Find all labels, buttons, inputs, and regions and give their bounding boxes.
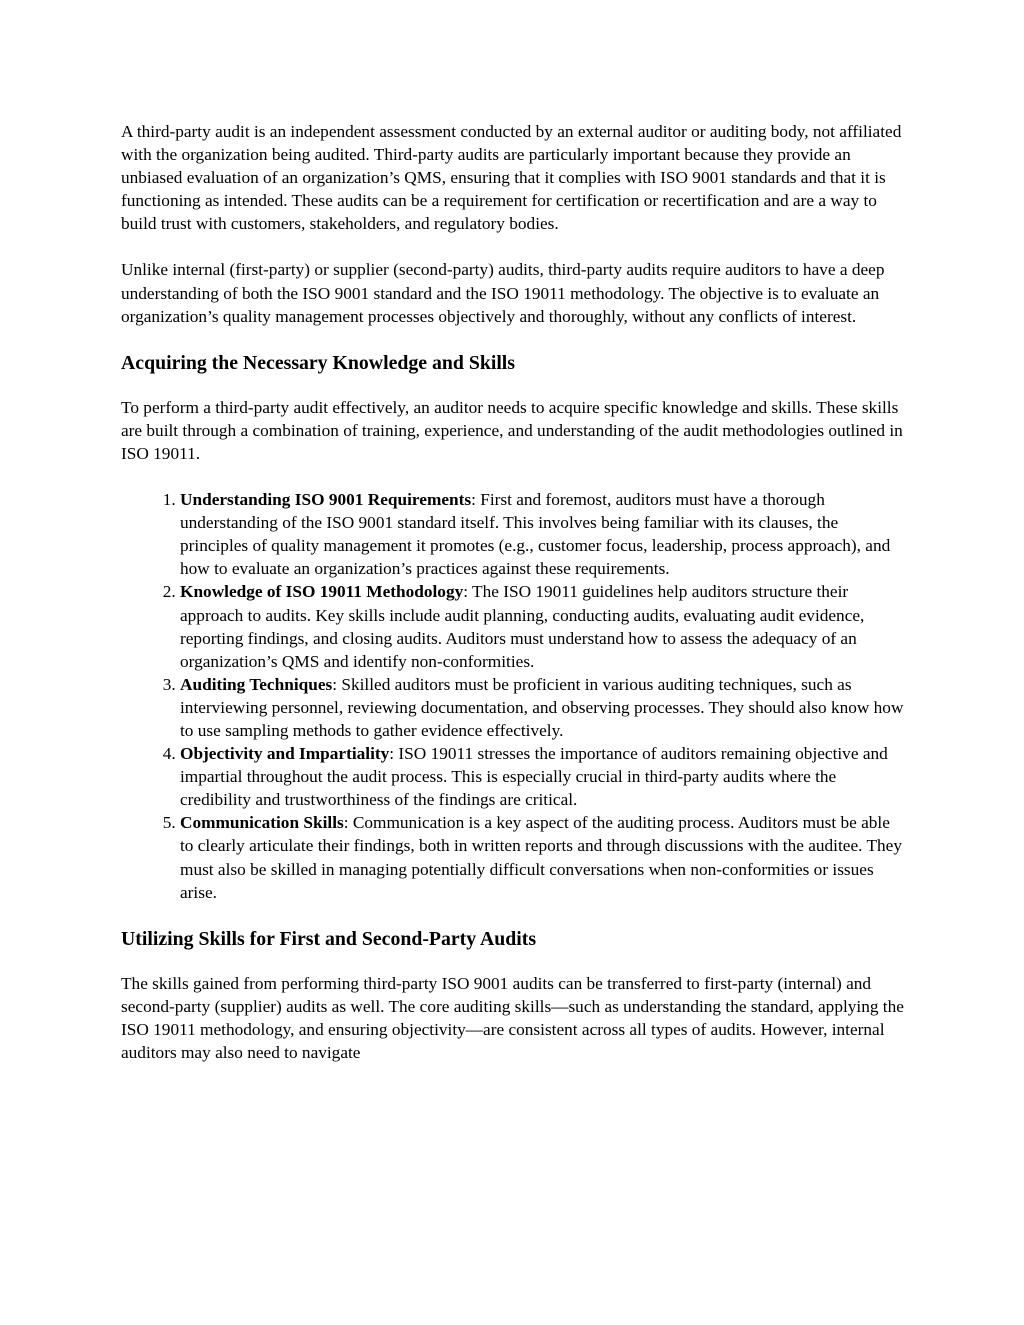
document-body [121,120,906,1087]
list-item [180,673,906,742]
list-item [180,811,906,903]
list-item-term: Auditing Techniques [180,674,333,694]
skills-list [121,488,906,904]
list-item-text: : The ISO 19011 guidelines help auditors structure their approach to audits. Key skills include audit planning, conducting audits, evaluating audit evidence, reporting findings, and closing audits. Auditors must understand how to assess the adequacy of an organization’s QMS and identify non-conformities. [180,582,865,671]
list-item [180,742,906,811]
list-item-term: Communication Skills [180,813,344,833]
list-item [180,488,906,580]
list-item-term: Objectivity and Impartiality [180,744,390,764]
section-heading-knowledge: Acquiring the Necessary Knowledge and Skills [121,351,516,374]
intro-paragraph: A third-party audit is an independent assessment conducted by an external auditor or auditing body, not affiliated with the organization being audited. Third-party audits are particularly important because they provide an unbiased evaluation of an organization’s QMS, ensuring that it complies with ISO 9001 standards and that it is functioning as intended. These audits can be a requirement for certification or recertification and are a way to build trust with customers, stakeholders, and regulatory bodies. [121,122,902,234]
list-item-text: : Skilled auditors must be proficient in various auditing techniques, such as interviewing personnel, reviewing documentation, and observing processes. They should also know how to use sampling methods to gather evidence effectively. [180,674,904,740]
utilizing-paragraph: The skills gained from performing third-party ISO 9001 audits can be transferred to first-party (internal) and second-party (supplier) audits as well. The core auditing skills—such as understanding the standard, applying the ISO 19011 methodology, and ensuring objectivity—are consistent across all types of audits. However, internal auditors may also need to navigate [121,973,904,1062]
list-item-text: : ISO 19011 stresses the importance of auditors remaining objective and impartial throughout the audit process. This is especially crucial in third-party audits where the credibility and trustworthiness of the findings are critical. [180,744,888,810]
list-item-text: : Communication is a key aspect of the auditing process. Auditors must be able to clearly articulate their findings, both in written reports and through discussions with the auditee. They must also be skilled in managing potentially difficult conversations when non-conformities or issues arise. [180,813,902,902]
knowledge-paragraph: To perform a third-party audit effectively, an auditor needs to acquire specific knowledge and skills. These skills are built through a combination of training, experience, and understanding of the audit methodologies outlined in ISO 19011. [121,397,903,463]
list-item-term: Understanding ISO 9001 Requirements [180,490,472,510]
list-item-term: Knowledge of ISO 19011 Methodology [180,582,464,602]
section-heading-utilizing: Utilizing Skills for First and Second-Party Audits [121,927,537,950]
list-item [180,580,906,672]
list-item-text: : First and foremost, auditors must have a thorough understanding of the ISO 9001 standard itself. This involves being familiar with its clauses, the principles of quality management it promotes (e.g., customer focus, leadership, process approach), and how to evaluate an organization’s practices against these requirements. [180,490,891,579]
comparison-paragraph: Unlike internal (first-party) or supplier (second-party) audits, third-party audits require auditors to have a deep understanding of both the ISO 9001 standard and the ISO 19011 methodology. The objective is to evaluate an organization’s quality management processes objectively and thoroughly, without any conflicts of interest. [121,260,885,326]
